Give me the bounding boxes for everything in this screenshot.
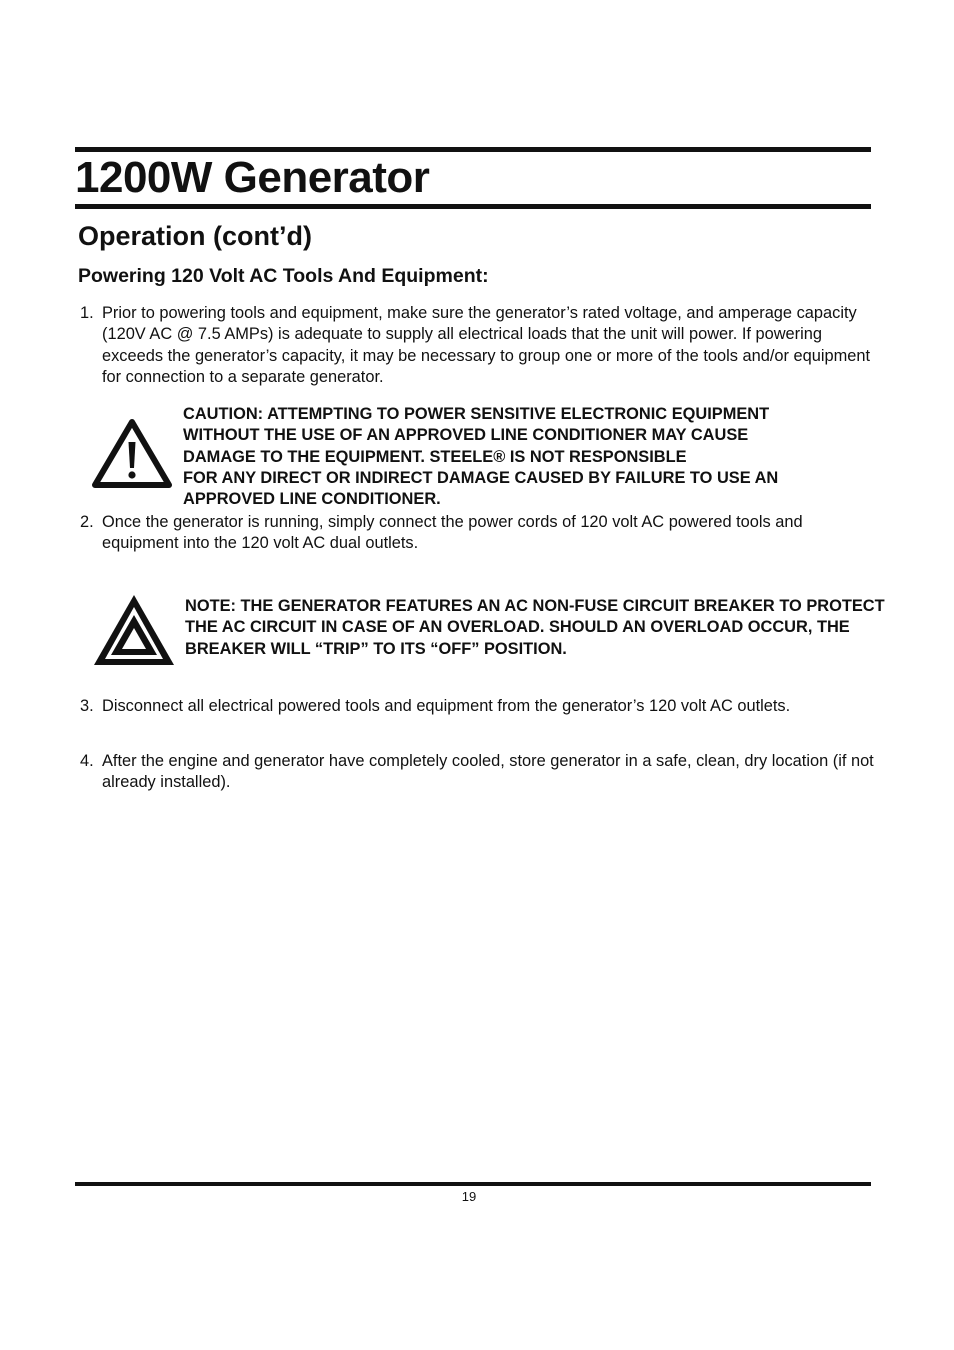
caution-line: FOR ANY DIRECT OR INDIRECT DAMAGE CAUSED BY FAILURE TO USE AN xyxy=(183,468,779,487)
nested-triangle-icon xyxy=(92,593,176,667)
title-bottom-rule xyxy=(75,204,871,209)
list-item xyxy=(80,303,880,388)
list-item xyxy=(80,751,880,794)
list-item-number: 2. xyxy=(80,513,94,531)
list-item-number: 4. xyxy=(80,752,94,770)
list-item-number: 3. xyxy=(80,697,94,715)
list-item xyxy=(80,512,880,555)
footer-rule xyxy=(75,1182,871,1186)
caution-line: APPROVED LINE CONDITIONER. xyxy=(183,490,441,509)
list-item-number: 1. xyxy=(80,304,94,322)
list-item-text: Disconnect all electrical powered tools and equipment from the generator’s 120 volt AC outlets. xyxy=(102,697,791,715)
caution-line: DAMAGE TO THE EQUIPMENT. STEELE® IS NOT RESPONSIBLE xyxy=(183,447,687,466)
note-callout: NOTE: THE GENERATOR FEATURES AN AC NON-FUSE CIRCUIT BREAKER TO PROTECT THE AC CIRCUIT IN CASE OF AN OVERLOAD. SHOULD AN OVERLOAD OCCUR, THE BREAKER WILL “TRIP” TO ITS “OFF” POSITION. xyxy=(185,597,885,658)
exclamation-triangle-icon xyxy=(91,418,173,490)
page-number: 19 xyxy=(461,1189,477,1204)
section-subtitle: Powering 120 Volt AC Tools And Equipment: xyxy=(78,265,489,287)
list-item-text: Prior to powering tools and equipment, make sure the generator’s rated voltage, and amperage capacity (120V AC @ 7.5 AMPs) is adequate to supply all electrical loads that the unit will power. If powering exceeds the generator’s capacity, it may be necessary to group one or more of the tools and/or equipment for connection to a separate generator. xyxy=(102,304,871,386)
caution-callout xyxy=(183,404,883,510)
list-item-text: Once the generator is running, simply connect the power cords of 120 volt AC powered tools and equipment into the 120 volt AC dual outlets. xyxy=(102,513,803,553)
document-title: 1200W Generator xyxy=(75,153,430,202)
list-item xyxy=(80,696,880,717)
section-title: Operation (cont’d) xyxy=(78,221,312,251)
caution-line: CAUTION: ATTEMPTING TO POWER SENSITIVE ELECTRONIC EQUIPMENT xyxy=(183,405,770,423)
caution-line: WITHOUT THE USE OF AN APPROVED LINE CONDITIONER MAY CAUSE xyxy=(183,426,749,445)
list-item-text: After the engine and generator have completely cooled, store generator in a safe, clean, dry location (if not already installed). xyxy=(102,752,874,792)
